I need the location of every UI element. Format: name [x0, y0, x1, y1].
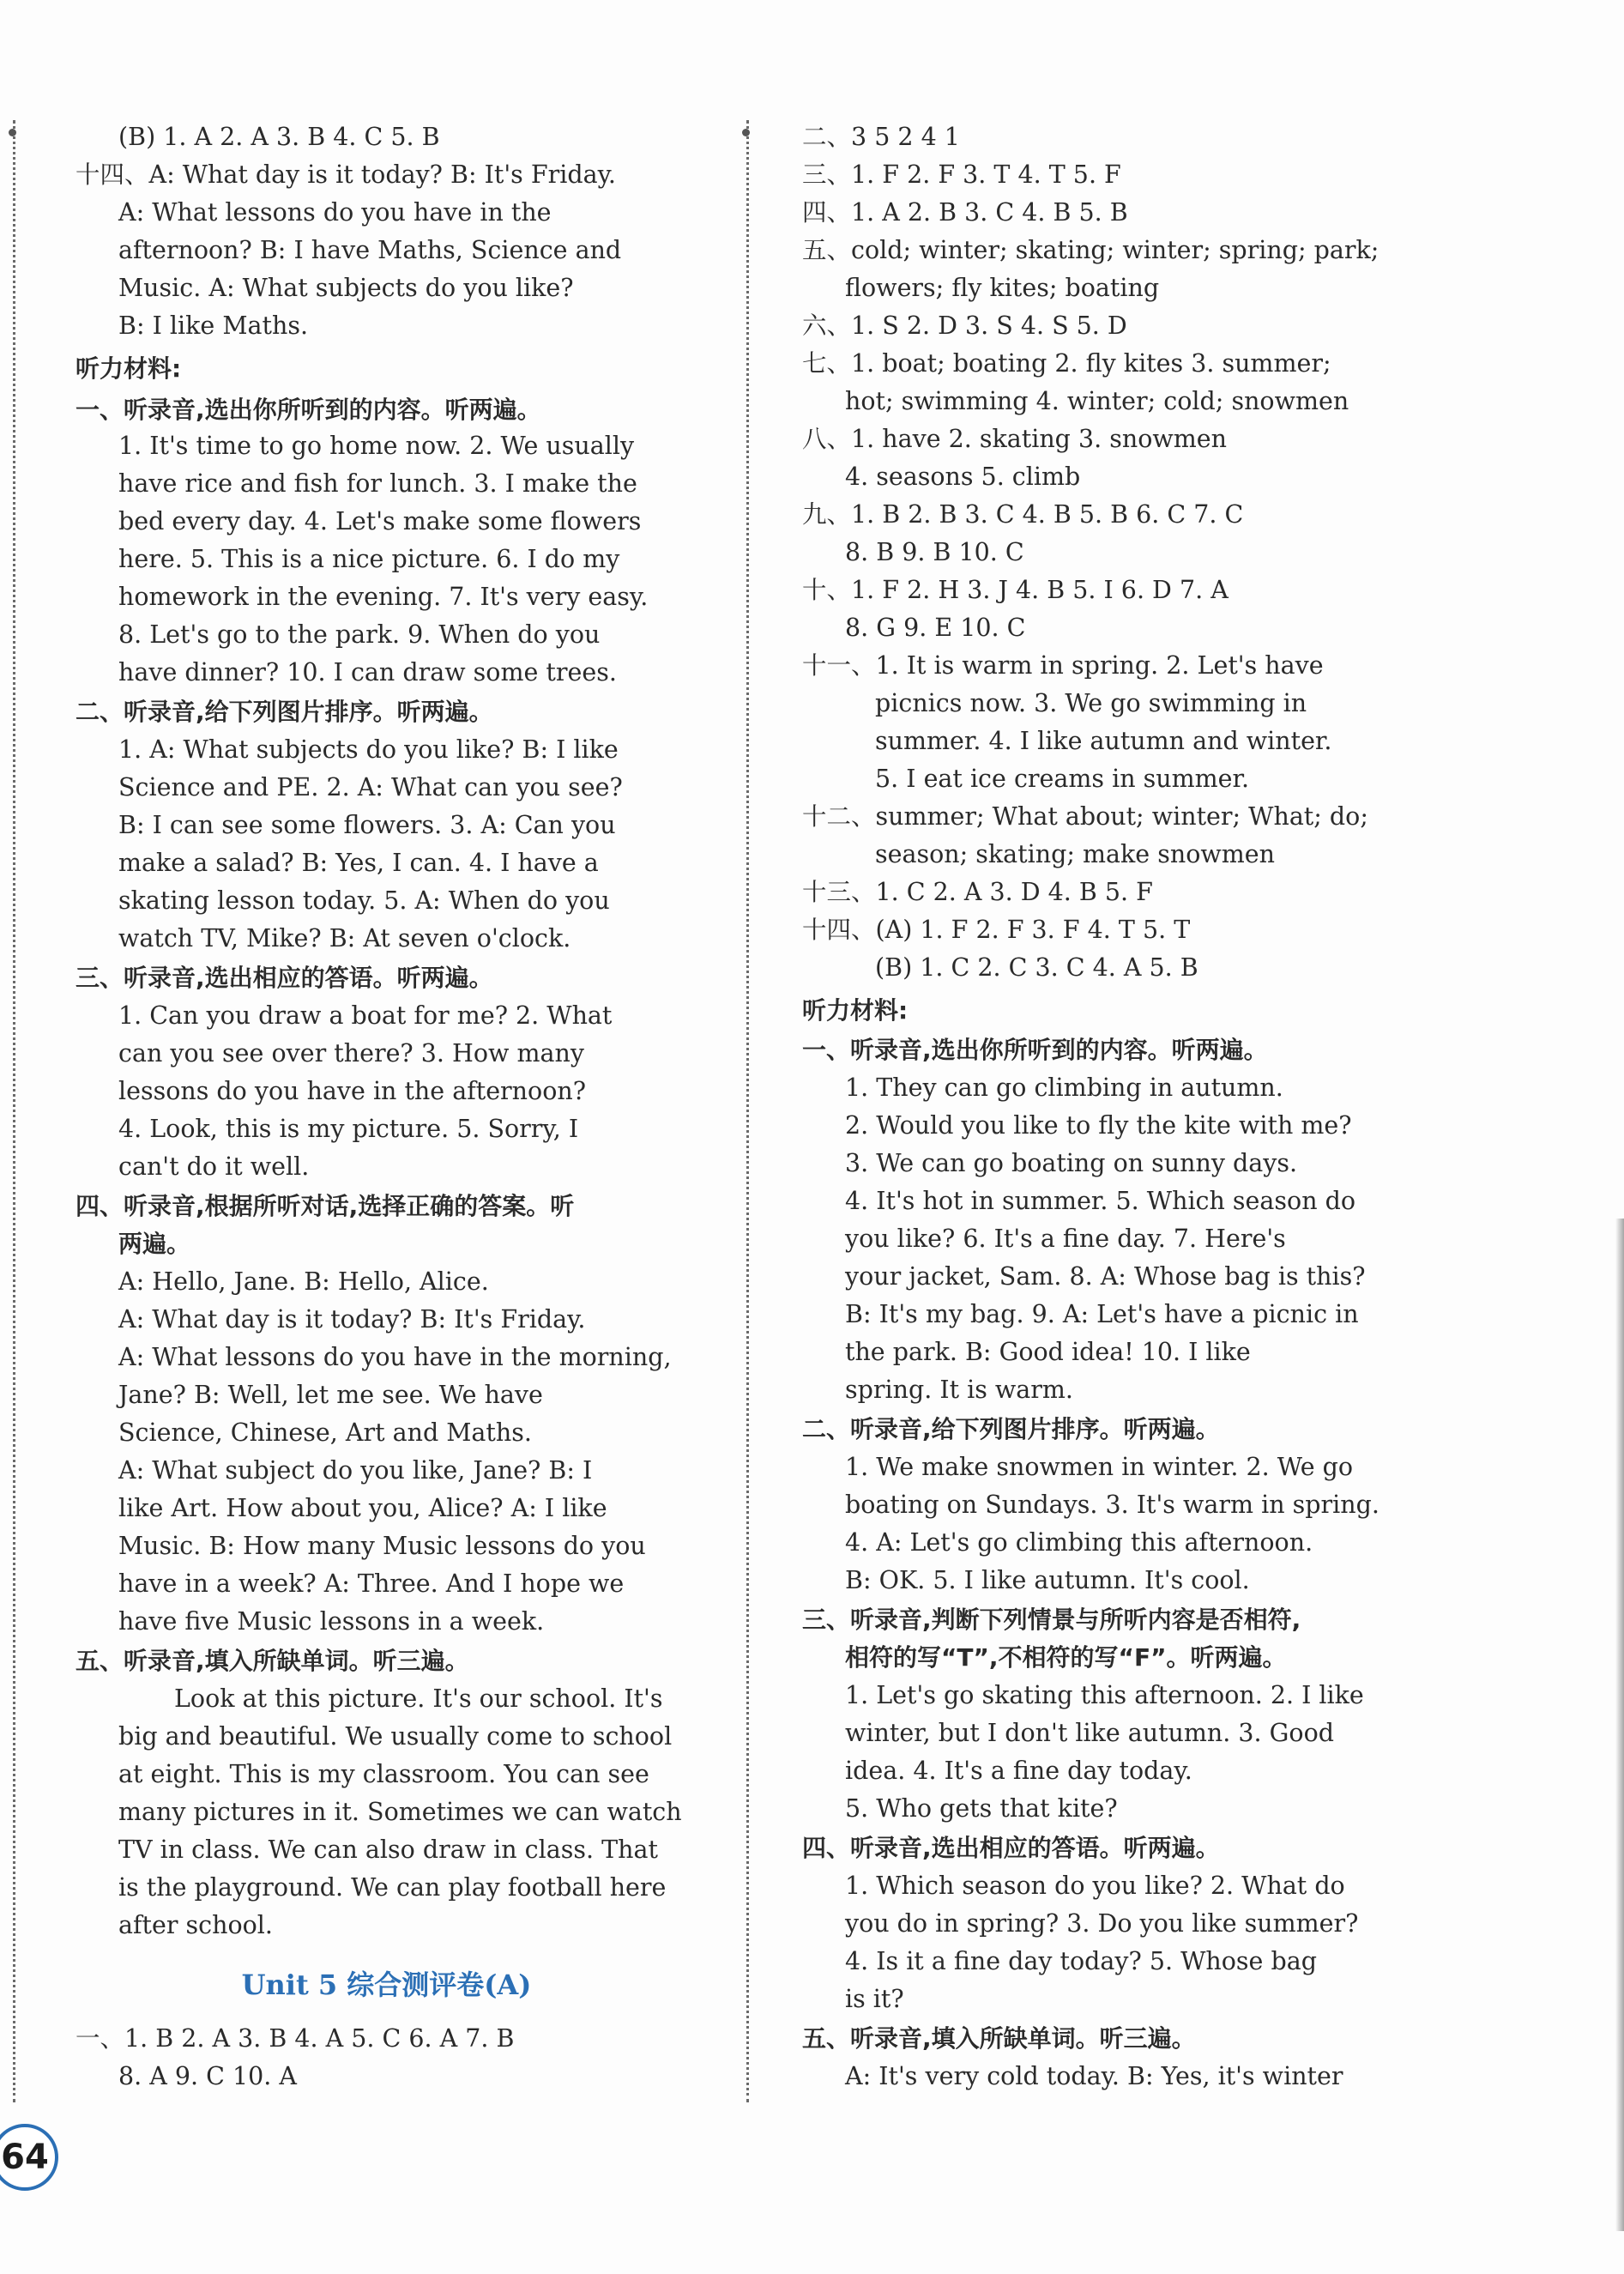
text-line: season; skating; make snowmen [875, 840, 1275, 868]
text-line: watch TV, Mike? B: At seven o'clock. [118, 924, 571, 953]
text-line: your jacket, Sam. 8. A: Whose bag is this? [845, 1262, 1366, 1291]
text-line: have dinner? 10. I can draw some trees. [118, 658, 617, 686]
scan-shadow [1615, 1219, 1624, 2231]
text-line: 4. It's hot in summer. 5. Which season do [845, 1187, 1356, 1215]
text-line: many pictures in it. Sometimes we can watch [118, 1798, 682, 1826]
text-line: B: I can see some flowers. 3. A: Can you [118, 811, 616, 839]
unit-title: Unit 5 综合测评卷(A) [241, 1969, 532, 2001]
text-line: here. 5. This is a nice picture. 6. I do my [118, 545, 620, 573]
text-line: A: What day is it today? B: It's Friday. [118, 1305, 586, 1334]
text-line: Science and PE. 2. A: What can you see? [118, 773, 623, 801]
binding-dotted-line [13, 120, 15, 2102]
text-line: 五、cold; winter; skating; winter; spring; park; [802, 236, 1379, 264]
text-line: 1. They can go climbing in autumn. [845, 1073, 1283, 1102]
section-heading: 二、听录音,给下列图片排序。听两遍。 [802, 1415, 1220, 1443]
text-line: 4. seasons 5. climb [845, 463, 1081, 491]
text-line: 八、1. have 2. skating 3. snowmen [802, 425, 1228, 453]
section-heading: 五、听录音,填入所缺单词。听三遍。 [75, 1647, 469, 1675]
text-line: 1. It's time to go home now. 2. We usually [118, 432, 635, 460]
text-line: B: It's my bag. 9. A: Let's have a picnic in [845, 1300, 1359, 1328]
text-line: like Art. How about you, Alice? A: I like [118, 1494, 607, 1522]
section-heading: 一、听录音,选出你所听到的内容。听两遍。 [75, 396, 541, 424]
section-heading: 听力材料: [75, 354, 182, 383]
text-line: have in a week? A: Three. And I hope we [118, 1569, 625, 1598]
section-heading: 三、听录音,判断下列情景与所听内容是否相符, [802, 1606, 1301, 1634]
text-line: 九、1. B 2. B 3. C 4. B 5. B 6. C 7. C [802, 500, 1244, 529]
text-line: 二、3 5 2 4 1 [802, 123, 960, 151]
text-line: the park. B: Good idea! 10. I like [845, 1338, 1251, 1366]
binding-dot [9, 129, 16, 136]
text-line: idea. 4. It's a fine day today. [845, 1757, 1192, 1785]
text-line: big and beautiful. We usually come to school [118, 1722, 673, 1751]
text-line: Music. A: What subjects do you like? [118, 274, 574, 302]
column-dotted-divider [746, 120, 749, 2102]
text-line: A: What lessons do you have in the morning, [118, 1343, 672, 1371]
section-heading: 二、听录音,给下列图片排序。听两遍。 [75, 698, 493, 726]
text-line: 2. Would you like to fly the kite with me? [845, 1111, 1352, 1140]
text-line: lessons do you have in the afternoon? [118, 1077, 586, 1105]
text-line: 十二、summer; What about; winter; What; do; [802, 802, 1368, 831]
section-heading: 四、听录音,根据所听对话,选择正确的答案。听 [75, 1192, 575, 1220]
text-line: bed every day. 4. Let's make some flowers [118, 507, 642, 535]
text-line: 十三、1. C 2. A 3. D 4. B 5. F [802, 878, 1153, 906]
section-heading: 一、听录音,选出你所听到的内容。听两遍。 [802, 1036, 1268, 1064]
text-line: skating lesson today. 5. A: When do you [118, 886, 610, 915]
text-line: 十四、A: What day is it today? B: It's Friday. [75, 160, 616, 189]
page-number: 64 [0, 2124, 58, 2191]
text-line: 十四、(A) 1. F 2. F 3. F 4. T 5. T [802, 916, 1191, 944]
text-line: 一、1. B 2. A 3. B 4. A 5. C 6. A 7. B [75, 2024, 515, 2053]
section-heading: 两遍。 [118, 1230, 191, 1258]
text-line: 四、1. A 2. B 3. C 4. B 5. B [802, 198, 1128, 227]
text-line: 十一、1. It is warm in spring. 2. Let's have [802, 651, 1324, 680]
text-line: 8. G 9. E 10. C [845, 614, 1026, 642]
text-line: A: What subject do you like, Jane? B: I [118, 1456, 593, 1485]
section-heading: 五、听录音,填入所缺单词。听三遍。 [802, 2024, 1196, 2053]
text-line: Jane? B: Well, let me see. We have [118, 1381, 543, 1409]
text-line: can't do it well. [118, 1152, 310, 1181]
text-line: make a salad? B: Yes, I can. 4. I have a [118, 849, 599, 877]
text-line: 三、1. F 2. F 3. T 4. T 5. F [802, 160, 1121, 189]
text-line: spring. It is warm. [845, 1376, 1073, 1404]
text-line: 4. A: Let's go climbing this afternoon. [845, 1528, 1313, 1557]
text-line: 1. Let's go skating this afternoon. 2. I like [845, 1681, 1364, 1709]
text-line: A: It's very cold today. B: Yes, it's winter [845, 2062, 1343, 2090]
text-line: winter, but I don't like autumn. 3. Good [845, 1719, 1334, 1747]
section-heading: 四、听录音,选出相应的答语。听两遍。 [802, 1834, 1220, 1862]
text-line: at eight. This is my classroom. You can see [118, 1760, 649, 1788]
text-line: (B) 1. A 2. A 3. B 4. C 5. B [118, 123, 440, 151]
text-line: 十、1. F 2. H 3. J 4. B 5. I 6. D 7. A [802, 576, 1229, 604]
section-heading: 相符的写“T”,不相符的写“F”。听两遍。 [845, 1643, 1287, 1672]
text-line: 六、1. S 2. D 3. S 4. S 5. D [802, 311, 1127, 340]
text-line: 1. We make snowmen in winter. 2. We go [845, 1453, 1354, 1481]
text-line: 4. Look, this is my picture. 5. Sorry, I [118, 1115, 579, 1143]
section-heading: 听力材料: [802, 996, 909, 1025]
text-line: have rice and fish for lunch. 3. I make the [118, 469, 637, 498]
text-line: summer. 4. I like autumn and winter. [875, 727, 1332, 755]
text-line: boating on Sundays. 3. It's warm in spring. [845, 1491, 1379, 1519]
text-line: is it? [845, 1985, 904, 2013]
text-line: A: What lessons do you have in the [118, 198, 552, 227]
text-line: 8. A 9. C 10. A [118, 2062, 297, 2090]
text-line: 1. A: What subjects do you like? B: I like [118, 735, 619, 764]
text-line: afternoon? B: I have Maths, Science and [118, 236, 622, 264]
text-line: 5. Who gets that kite? [845, 1794, 1118, 1823]
text-line: A: Hello, Jane. B: Hello, Alice. [118, 1267, 489, 1296]
text-line: homework in the evening. 7. It's very easy. [118, 583, 649, 611]
text-line: 8. B 9. B 10. C [845, 538, 1024, 566]
text-line: 3. We can go boating on sunny days. [845, 1149, 1298, 1177]
text-line: can you see over there? 3. How many [118, 1039, 584, 1067]
text-line: B: I like Maths. [118, 311, 309, 340]
text-line: Look at this picture. It's our school. It's [174, 1684, 663, 1713]
text-line: you do in spring? 3. Do you like summer? [845, 1909, 1359, 1938]
text-line: after school. [118, 1911, 273, 1939]
text-line: 8. Let's go to the park. 9. When do you [118, 620, 601, 649]
text-line: 1. Can you draw a boat for me? 2. What [118, 1001, 613, 1030]
text-line: is the playground. We can play football here [118, 1873, 667, 1902]
text-line: picnics now. 3. We go swimming in [875, 689, 1307, 717]
text-line: 4. Is it a fine day today? 5. Whose bag [845, 1947, 1317, 1975]
text-line: hot; swimming 4. winter; cold; snowmen [845, 387, 1349, 415]
text-line: B: OK. 5. I like autumn. It's cool. [845, 1566, 1250, 1594]
text-line: 七、1. boat; boating 2. fly kites 3. summer; [802, 349, 1331, 378]
text-line: TV in class. We can also draw in class. That [118, 1836, 658, 1864]
text-line: have five Music lessons in a week. [118, 1607, 545, 1636]
divider-dot [742, 129, 750, 136]
section-heading: 三、听录音,选出相应的答语。听两遍。 [75, 964, 493, 992]
text-line: Music. B: How many Music lessons do you [118, 1532, 646, 1560]
text-line: Science, Chinese, Art and Maths. [118, 1418, 532, 1447]
text-line: (B) 1. C 2. C 3. C 4. A 5. B [875, 953, 1198, 982]
text-line: 1. Which season do you like? 2. What do [845, 1872, 1345, 1900]
text-line: flowers; fly kites; boating [845, 274, 1160, 302]
text-line: you like? 6. It's a fine day. 7. Here's [845, 1225, 1286, 1253]
text-line: 5. I eat ice creams in summer. [875, 765, 1250, 793]
